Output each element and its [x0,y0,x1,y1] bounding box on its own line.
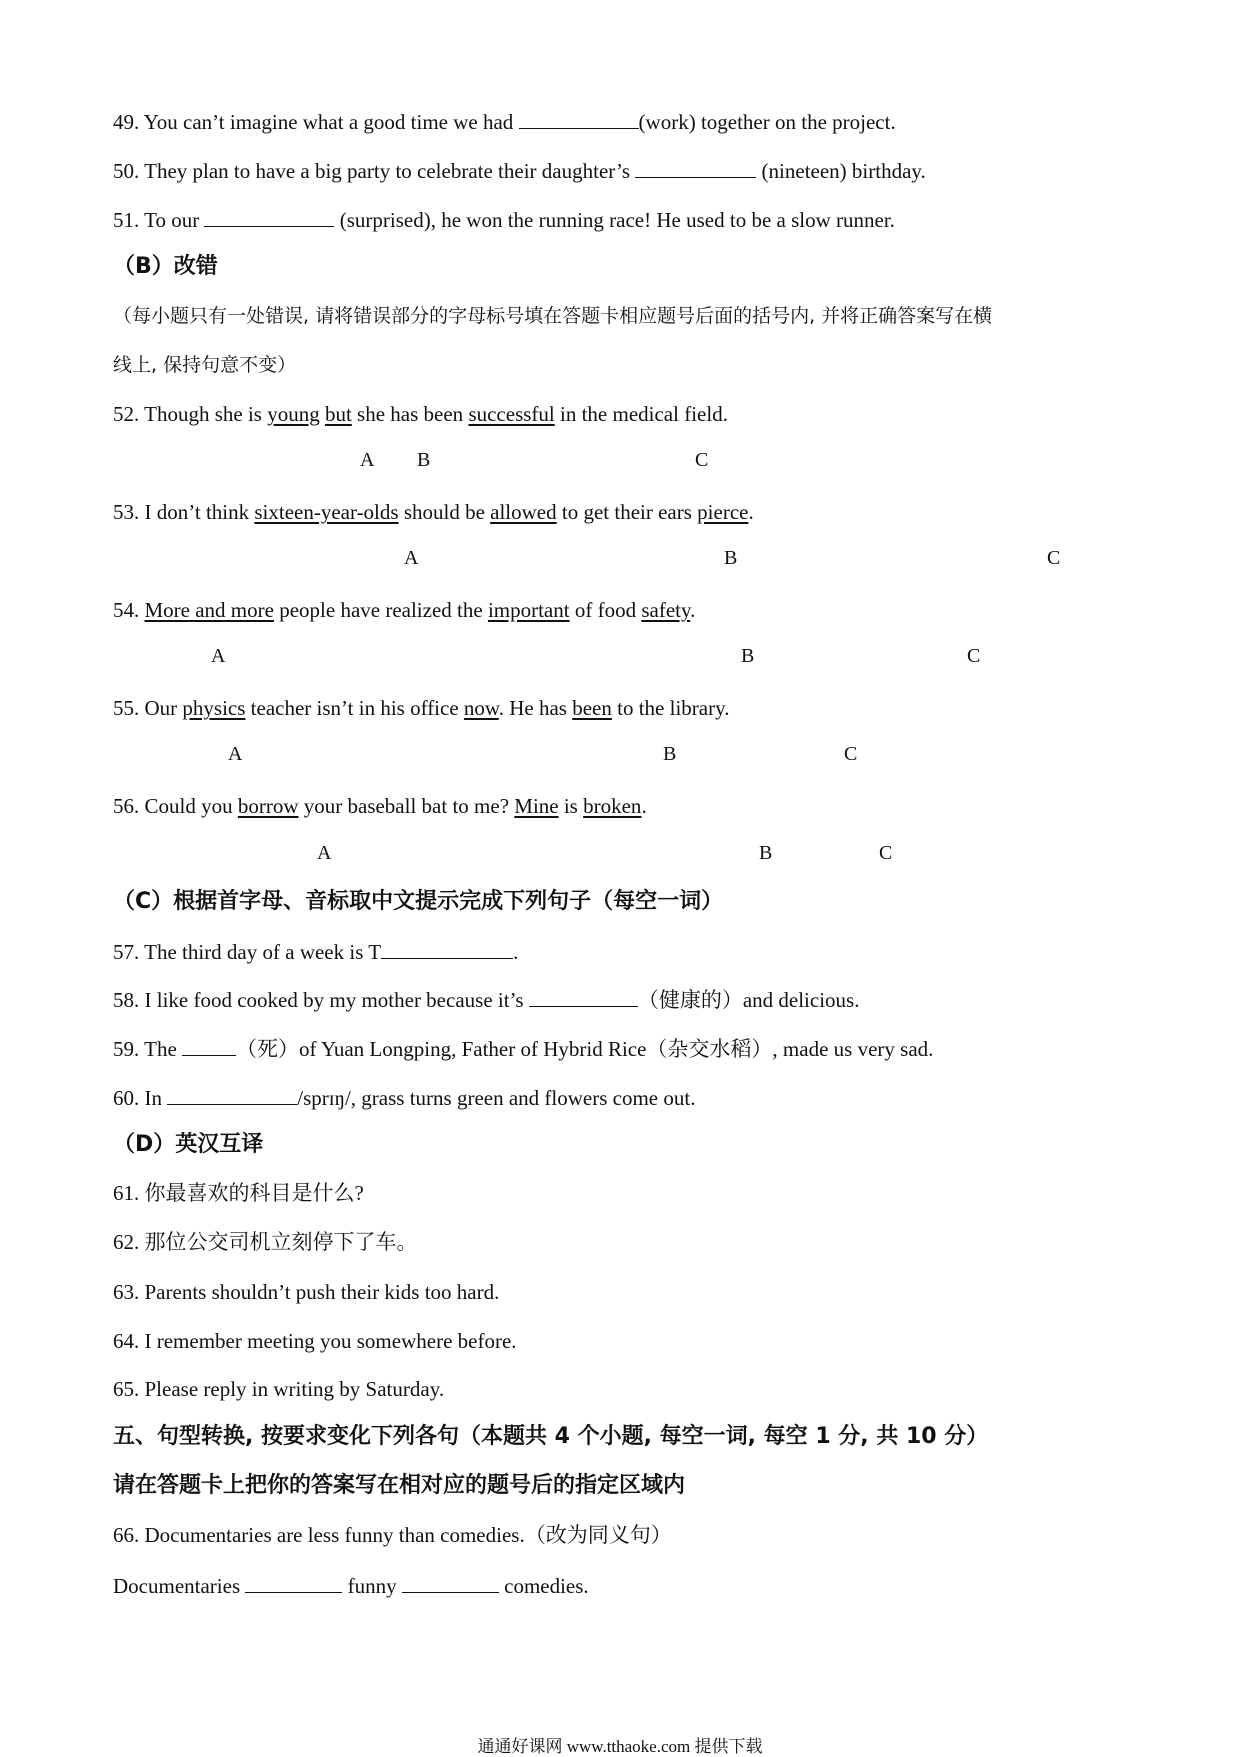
text-segment: /sprɪŋ/, grass turns green and flowers come out. [297,1086,696,1110]
underlined-option: been [572,696,612,720]
option-letter-56-C: C [879,842,893,864]
underlined-option: Mine [514,794,559,818]
text-segment: (nineteen) birthday. [756,159,926,183]
line-q62 [113,1229,418,1255]
text-segment: she has been [351,402,469,426]
text-segment: (work) together on the project. [638,110,896,134]
option-letter-54-B: B [741,645,755,667]
text-segment: （C）根据首字母、音标取中文提示完成下列句子（每空一词） [113,889,724,914]
line-instr-b-1 [113,303,992,329]
line-sec-5-note [113,1473,685,1499]
line-q55 [113,695,729,721]
line-q58 [113,986,859,1013]
line-q53 [113,499,754,525]
text-segment: 60. In [113,1086,168,1110]
text-segment: 64. I remember meeting you somewhere before. [113,1329,517,1353]
underlined-option: young [267,402,320,426]
text-segment: of food [569,598,642,622]
answer-blank [167,1084,297,1105]
option-letter-55-B: B [663,743,677,765]
answer-blank [402,1572,499,1593]
text-segment: in the medical field. [554,402,728,426]
text-segment: 请在答题卡上把你的答案写在相对应的题号后的指定区域内 [113,1473,686,1498]
text-segment: 59. The [113,1037,183,1061]
text-segment: teacher isn’t in his office [245,696,464,720]
line-q50 [113,157,926,184]
line-q66 [113,1522,672,1548]
underlined-option: but [324,402,352,426]
line-q61 [113,1180,364,1206]
text-segment: （D）英汉互译 [113,1132,264,1157]
line-sec-c [113,889,723,915]
text-segment: 63. Parents shouldn’t push their kids too hard. [113,1280,500,1304]
underlined-option: physics [182,696,246,720]
option-letter-52-A: A [360,449,375,471]
option-letter-54-A: A [211,645,226,667]
text-segment: 52. Though she is [113,402,268,426]
underlined-option: successful [468,402,555,426]
text-segment: . [690,598,696,622]
line-q65 [113,1376,444,1402]
line-q52 [113,401,728,427]
answer-blank [381,938,513,959]
option-letter-53-C: C [1047,547,1061,569]
text-segment: 58. I like food cooked by my mother because it’s [113,988,529,1012]
text-segment: to the library. [611,696,730,720]
text-segment: 53. I don’t think [113,500,255,524]
line-q60 [113,1084,695,1111]
option-letter-54-C: C [967,645,981,667]
underlined-option: More and more [144,598,274,622]
text-segment: 线上, 保持句意不变） [113,354,297,376]
option-letter-55-A: A [228,743,243,765]
line-q54 [113,597,695,623]
text-segment: 55. Our [113,696,183,720]
answer-blank [529,986,638,1007]
text-segment: 49. You can’t imagine what a good time we had [113,110,519,134]
underlined-option: pierce [697,500,749,524]
text-segment: . He has [498,696,573,720]
text-segment: 51. To our [113,208,205,232]
text-segment: （B）改错 [113,254,218,279]
underlined-option: allowed [490,500,557,524]
underlined-option: safety [641,598,691,622]
line-q59 [113,1035,933,1062]
line-q66-answer [113,1572,589,1599]
text-segment: . [641,794,647,818]
option-letter-55-C: C [844,743,858,765]
text-segment: 56. Could you [113,794,238,818]
option-letter-52-C: C [695,449,709,471]
text-segment: 65. Please reply in writing by Saturday. [113,1377,445,1401]
text-segment: should be [398,500,491,524]
text-segment: （每小题只有一处错误, 请将错误部分的字母标号填在答题卡相应题号后面的括号内, 并将正确答案写在横 [113,305,993,327]
line-q64 [113,1328,517,1354]
text-segment: . [513,940,519,964]
line-sec-d [113,1132,263,1158]
text-segment: Documentaries [113,1574,246,1598]
underlined-option: broken [583,794,642,818]
text-segment: 61. 你最喜欢的科目是什么? [113,1181,364,1205]
option-letter-53-A: A [404,547,419,569]
option-letter-52-B: B [417,449,431,471]
line-q56 [113,793,647,819]
answer-blank [245,1572,342,1593]
answer-blank [519,108,639,129]
text-segment: comedies. [498,1574,589,1598]
answer-blank [635,157,756,178]
option-letter-56-A: A [317,842,332,864]
text-segment: 62. 那位公交司机立刻停下了车。 [113,1230,418,1254]
text-segment: people have realized the [273,598,488,622]
text-segment: 57. The third day of a week is T [113,940,382,964]
line-instr-b-2 [113,352,296,378]
text-segment: (surprised), he won the running race! He used to be a slow runner. [334,208,895,232]
text-segment: 66. Documentaries are less funny than comedies.（改为同义句） [113,1523,672,1547]
option-letter-56-B: B [759,842,773,864]
underlined-option: borrow [237,794,299,818]
line-q63 [113,1279,499,1305]
underlined-option: sixteen-year-olds [254,500,399,524]
text-segment: 五、句型转换, 按要求变化下列各句（本题共 4 个小题, 每空一词, 每空 1 分, 共 10 分） [113,1424,989,1449]
line-q51 [113,206,895,233]
text-segment: 50. They plan to have a big party to celebrate their daughter’s [113,159,636,183]
text-segment: （健康的）and delicious. [637,988,860,1012]
answer-blank [204,206,334,227]
line-q49 [113,108,896,135]
text-segment: funny [342,1574,402,1598]
line-sec-5 [113,1424,988,1450]
text-segment: （死）of Yuan Longping, Father of Hybrid Rice（杂交水稻）, made us very sad. [236,1037,934,1061]
option-letter-53-B: B [724,547,738,569]
footer-watermark: 通通好课网 www.tthaoke.com 提供下载 [477,1737,763,1756]
line-sec-b [113,254,218,280]
line-q57 [113,938,518,965]
underlined-option: important [487,598,570,622]
text-segment: to get their ears [556,500,698,524]
text-segment: . [748,500,754,524]
answer-blank [182,1035,236,1056]
text-segment: your baseball bat to me? [298,794,515,818]
text-segment: is [558,794,584,818]
text-segment: 54. [113,598,145,622]
underlined-option: now [463,696,499,720]
